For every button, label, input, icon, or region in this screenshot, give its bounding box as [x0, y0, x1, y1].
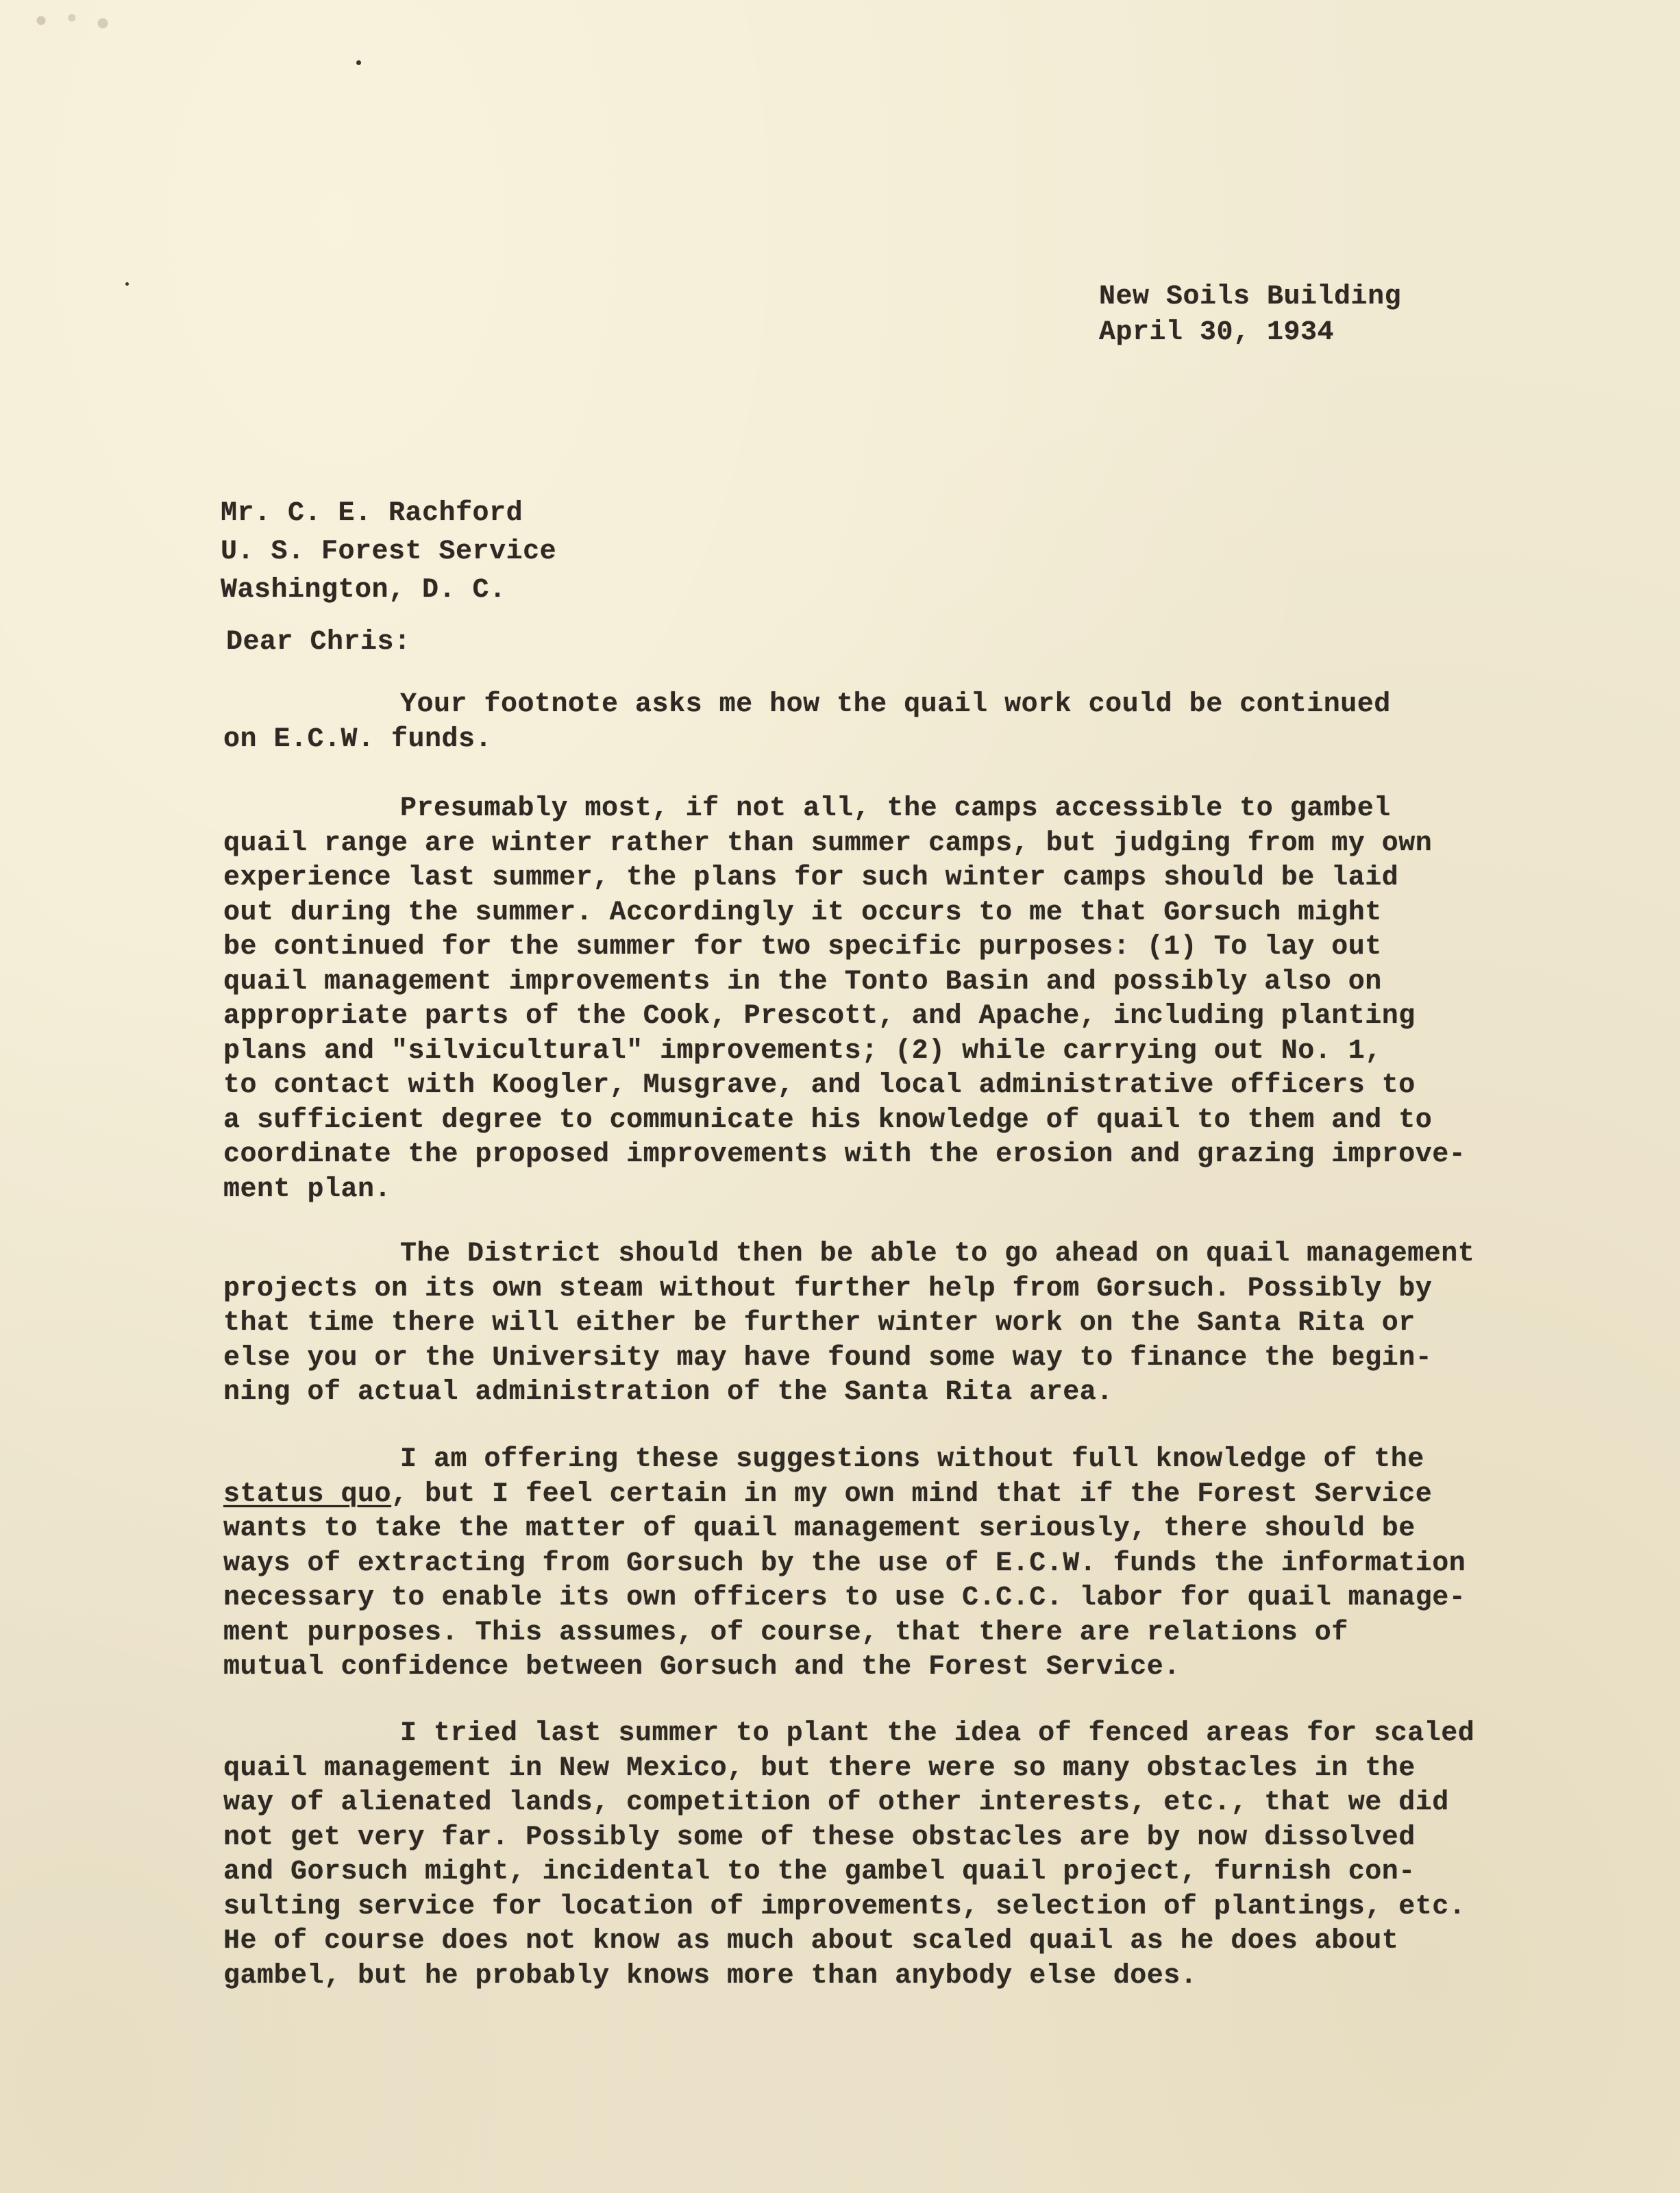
paragraph-line: a sufficient degree to communicate his knowledge of quail to them and to: [223, 1104, 1433, 1136]
paragraph-line: out during the summer. Accordingly it occurs to me that Gorsuch might: [223, 897, 1382, 928]
paragraph-line: experience last summer, the plans for such winter camps should be laid: [223, 863, 1399, 893]
paragraph-line: The District should then be able to go ahead on quail management: [400, 1239, 1475, 1269]
paper-speck: [125, 282, 129, 286]
paragraph-3: [223, 1237, 1498, 1411]
paragraph-4: [223, 1443, 1498, 1685]
paragraph-2: [223, 792, 1498, 1207]
paragraph-line: else you or the University may have found some way to finance the begin-: [223, 1342, 1433, 1374]
paragraph-line-rest: , but I feel certain in my own mind that if the Forest Service: [391, 1478, 1433, 1510]
heading-date: April 30, 1934: [1099, 317, 1335, 348]
underlined-phrase: status quo: [223, 1478, 392, 1510]
paragraph-1: [223, 688, 1498, 757]
recipient-organization: U. S. Forest Service: [221, 536, 557, 567]
paragraph-line: ning of actual administration of the Santa Rita area.: [223, 1377, 1113, 1408]
paragraph-line: I am offering these suggestions without full knowledge of the: [400, 1444, 1424, 1475]
paragraph-5: [223, 1717, 1498, 1994]
paragraph-line: be continued for the summer for two specific purposes: (1) To lay out: [223, 932, 1382, 963]
recipient-address: [221, 495, 556, 610]
paragraph-line: quail range are winter rather than summer camps, but judging from my own: [223, 828, 1433, 859]
paragraph-line: necessary to enable its own officers to use C.C.C. labor for quail manage-: [223, 1583, 1466, 1613]
paragraph-line: and Gorsuch might, incidental to the gambel quail project, furnish con-: [223, 1857, 1416, 1887]
paragraph-line: quail management in New Mexico, but there were so many obstacles in the: [223, 1752, 1416, 1784]
paragraph-line: that time there will either be further winter work on the Santa Rita or: [223, 1308, 1416, 1339]
paragraph-line: appropriate parts of the Cook, Prescott, and Apache, including planting: [223, 1001, 1416, 1032]
paragraph-line: [223, 1478, 1498, 1513]
paragraph-line: ment plan.: [223, 1174, 392, 1205]
paragraph-line: projects on its own steam without further help from Gorsuch. Possibly by: [223, 1273, 1433, 1304]
recipient-name: Mr. C. E. Rachford: [221, 498, 523, 529]
letter-heading: [1099, 280, 1401, 351]
paragraph-line: Your footnote asks me how the quail work could be continued: [400, 689, 1391, 720]
paragraph-line: I tried last summer to plant the idea of fenced areas for scaled: [400, 1718, 1475, 1749]
paragraph-line: quail management improvements in the Tonto Basin and possibly also on: [223, 966, 1382, 998]
paragraph-line: gambel, but he probably knows more than anybody else does.: [223, 1960, 1198, 1992]
paragraph-line: not get very far. Possibly some of these obstacles are by now dissolved: [223, 1822, 1416, 1853]
paragraph-line: ways of extracting from Gorsuch by the use of E.C.W. funds the information: [223, 1548, 1466, 1579]
paragraph-line: on E.C.W. funds.: [223, 723, 493, 755]
recipient-city: Washington, D. C.: [221, 575, 506, 606]
paragraph-line: wants to take the matter of quail management seriously, there should be: [223, 1513, 1416, 1544]
paragraph-line: sulting service for location of improvements, selection of plantings, etc.: [223, 1891, 1466, 1922]
paragraph-line: to contact with Koogler, Musgrave, and local administrative officers to: [223, 1070, 1416, 1101]
paragraph-line: plans and "silvicultural" improvements; (2) while carrying out No. 1,: [223, 1035, 1382, 1067]
paragraph-line: ment purposes. This assumes, of course, that there are relations of: [223, 1617, 1348, 1648]
salutation: Dear Chris:: [226, 627, 411, 658]
paper-stain: [21, 7, 123, 34]
paragraph-line: He of course does not know as much about scaled quail as he does about: [223, 1926, 1399, 1957]
paragraph-line: coordinate the proposed improvements with the erosion and grazing improve-: [223, 1139, 1466, 1170]
heading-location: New Soils Building: [1099, 282, 1402, 312]
paragraph-line: mutual confidence between Gorsuch and the Forest Service.: [223, 1652, 1181, 1683]
paper-speck: [356, 60, 361, 65]
paragraph-line: way of alienated lands, competition of other interests, etc., that we did: [223, 1787, 1449, 1818]
paragraph-line: Presumably most, if not all, the camps accessible to gambel: [400, 793, 1391, 824]
